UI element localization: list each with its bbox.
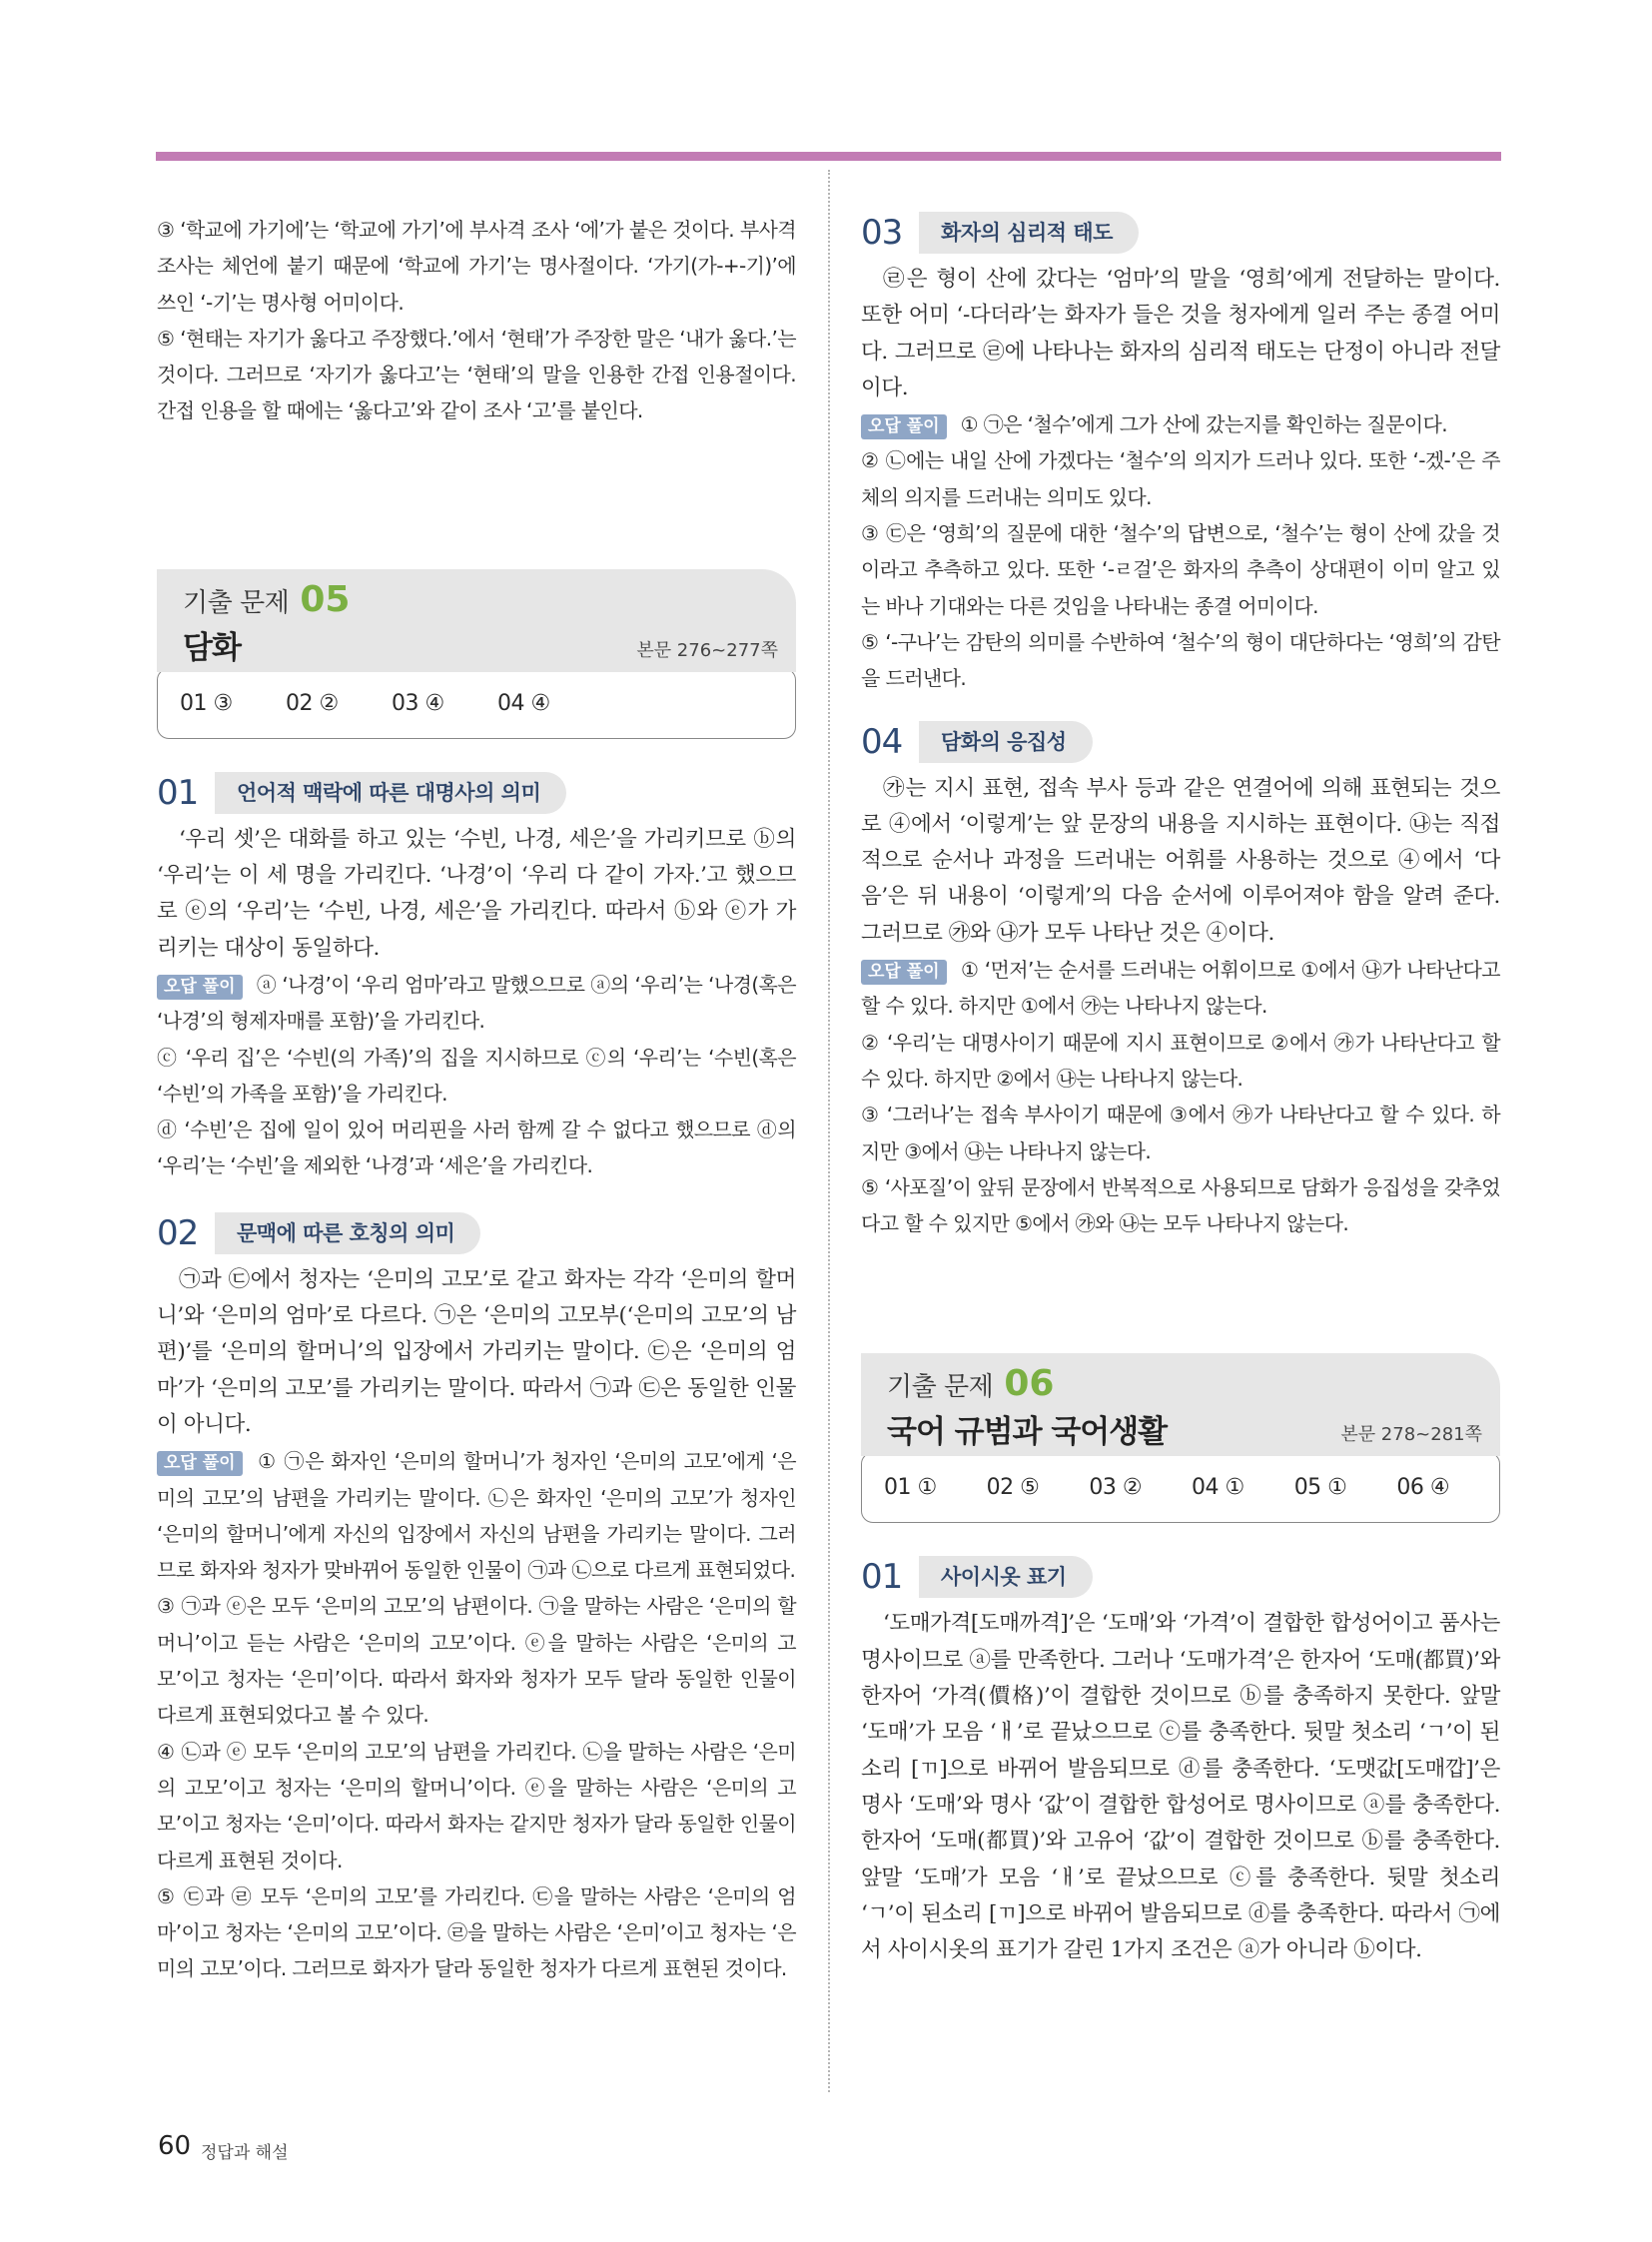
answer-row xyxy=(157,668,796,739)
note-text: ① ㉠은 ‘철수’에게 그가 산에 갔는지를 확인하는 질문이다. xyxy=(960,412,1448,437)
wrong-answer-tag: 오답 풀이 xyxy=(861,414,947,439)
wrong-answer-note: ⓓ ‘수빈’은 집에 일이 있어 머리핀을 사러 함께 갈 수 없다고 했으므로 ⓓ의 ‘우리’는 ‘수빈’을 제외한 ‘나경’과 ‘세은’을 가리킨다. xyxy=(157,1118,796,1178)
wrong-answer-tag: 오답 풀이 xyxy=(861,960,947,985)
question-number: 01 xyxy=(157,772,199,813)
question-section xyxy=(157,772,796,1184)
note-text: ⓐ ‘나경’이 ‘우리 엄마’라고 말했으므로 ⓐ의 ‘우리’는 ‘나경(혹은 ‘나경’의 형제자매를 포함)’을 가리킨다. xyxy=(157,972,796,1034)
note-text: ① ㉠은 화자인 ‘은미의 할머니’가 청자인 ‘은미의 고모’에게 ‘은미의 고모’의 남편을 가리키는 말이다. ㉡은 화자인 ‘은미의 고모’가 청자인 ‘은미의 할머니’에게 자신의 입장에서 자신의 남편을 가리키는 말이다. 그러므로 화자와 청자가 맞바뀌어 동일한 인물이 ㉠과 ㉡으로 다르게 표현되었다. xyxy=(157,1449,796,1583)
question-heading xyxy=(861,1556,1500,1598)
note-text: ① ‘먼저’는 순서를 드러내는 어휘이므로 ①에서 ㉯가 나타난다고 할 수 있다. 하지만 ①에서 ㉮는 나타나지 않는다. xyxy=(861,958,1500,1019)
exam-box-label: 기출 문제 xyxy=(183,587,290,618)
question-section xyxy=(861,1556,1500,1968)
question-section xyxy=(861,212,1500,697)
question-section xyxy=(157,1212,796,1987)
page-number: 60 xyxy=(158,2131,192,2161)
wrong-answer-note: ③ ㉢은 ‘영희’의 질문에 대한 ‘철수’의 답변으로, ‘철수’는 형이 산에 갔을 것이라고 추측하고 있다. 또한 ‘-ㄹ걸’은 화자의 추측이 상대편이 이미 알고 있는 바나 기대와는 다른 것임을 나타내는 종결 어미이다. xyxy=(861,521,1500,618)
question-title: 언어적 맥락에 따른 대명사의 의미 xyxy=(215,772,566,814)
question-title: 담화의 응집성 xyxy=(919,721,1093,763)
exam-box-05 xyxy=(157,569,796,739)
wrong-answer-note xyxy=(157,1443,796,1588)
footer-label: 정답과 해설 xyxy=(201,2143,289,2163)
question-number: 03 xyxy=(861,213,903,253)
question-heading xyxy=(157,772,796,814)
intro-paragraph-2: ⑤ ‘현태는 자기가 옳다고 주장했다.’에서 ‘현태’가 주장한 말은 ‘내가 옳다.’는 것이다. 그러므로 ‘자기가 옳다고’는 ‘현태’의 말을 인용한 간접 인용절이다. 간접 인용을 할 때에는 ‘옳다고’와 같이 조사 ‘고’를 붙인다. xyxy=(157,326,796,423)
wrong-answer-tag: 오답 풀이 xyxy=(157,1451,243,1476)
question-number: 01 xyxy=(861,1557,903,1598)
exam-box-label: 기출 문제 xyxy=(887,1372,994,1403)
exam-box-number: 06 xyxy=(1004,1363,1055,1405)
intro-paragraph-1: ③ ‘학교에 가기에’는 ‘학교에 가기’에 부사격 조사 ‘에’가 붙은 것이다. 부사격 조사는 체언에 붙기 때문에 ‘학교에 가기’는 명사절이다. ‘가기(가-+-기)’에 쓰인 ‘-기’는 명사형 어미이다. xyxy=(157,218,796,315)
wrong-answer-note xyxy=(157,967,796,1040)
exam-box-number: 05 xyxy=(300,578,351,620)
wrong-answer-note: ② ‘우리’는 대명사이기 때문에 지시 표현이므로 ②에서 ㉮가 나타난다고 할 수 있다. 하지만 ②에서 ㉯는 나타나지 않는다. xyxy=(861,1030,1500,1091)
exam-box-pages: 본문 276~277쪽 xyxy=(636,639,778,661)
question-title: 문맥에 따른 호칭의 의미 xyxy=(215,1212,480,1254)
answer-item: 04 ① xyxy=(1192,1475,1244,1501)
answer-explanation: ㉮는 지시 표현, 접속 부사 등과 같은 연결어에 의해 표현되는 것으로 ④에서 ‘이렇게’는 앞 문장의 내용을 지시하는 표현이다. ㉯는 직접적으로 순서나 과정을 드러내는 어휘를 사용하는 것으로 ④에서 ‘다음’은 뒤 내용이 ‘이렇게’의 다음 순서에 이루어져야 함을 알려 준다. 그러므로 ㉮와 ㉯가 모두 나타난 것은 ④이다. xyxy=(861,775,1500,946)
wrong-answer-note: ⑤ ‘사포질’이 앞뒤 문장에서 반복적으로 사용되므로 담화가 응집성을 갖추었다고 할 수 있지만 ⑤에서 ㉮와 ㉯는 모두 나타나지 않는다. xyxy=(861,1174,1500,1236)
exam-box-pages: 본문 278~281쪽 xyxy=(1340,1424,1482,1446)
wrong-answer-note: ③ ㉠과 ⓔ은 모두 ‘은미의 고모’의 남편이다. ㉠을 말하는 사람은 ‘은미의 할머니’이고 듣는 사람은 ‘은미의 고모’이다. ⓔ을 말하는 사람은 ‘은미의 고모’이고 청자는 ‘은미’이다. 따라서 화자와 청자가 모두 달라 동일한 인물이 다르게 표현되었다고 볼 수 있다. xyxy=(157,1594,796,1728)
answer-item: 03 ② xyxy=(1089,1475,1143,1501)
question-number: 04 xyxy=(861,721,903,762)
answer-item: 01 ③ xyxy=(180,690,233,716)
answer-item: 06 ④ xyxy=(1396,1475,1450,1501)
question-title: 화자의 심리적 태도 xyxy=(919,212,1139,254)
exam-box-subject: 담화 xyxy=(183,629,241,666)
exam-box-header xyxy=(157,569,796,672)
answer-explanation: ㉠과 ㉢에서 청자는 ‘은미의 고모’로 같고 화자는 각각 ‘은미의 할머니’와 ‘은미의 엄마’로 다르다. ㉠은 ‘은미의 고모부(‘은미의 고모’의 남편)’를 ‘은미의 할머니’의 입장에서 가리키는 말이다. ㉢은 ‘은미의 엄마’가 ‘은미의 고모’를 가리키는 말이다. 따라서 ㉠과 ㉢은 동일한 인물이 아니다. xyxy=(157,1266,796,1437)
exam-box-subject: 국어 규범과 국어생활 xyxy=(887,1414,1168,1451)
wrong-answer-note xyxy=(861,406,1500,442)
answer-item: 03 ④ xyxy=(392,690,444,716)
wrong-answer-note: ⑤ ‘-구나’는 감탄의 의미를 수반하여 ‘철수’의 형이 대단하다는 ‘영희’의 감탄을 드러낸다. xyxy=(861,629,1500,691)
question-title: 사이시옷 표기 xyxy=(919,1556,1093,1598)
top-accent-bar xyxy=(156,152,1501,161)
answer-item: 02 ⑤ xyxy=(986,1475,1040,1501)
exam-box-06 xyxy=(861,1353,1500,1523)
wrong-answer-note: ⓒ ‘우리 집’은 ‘수빈(의 가족)’의 집을 지시하므로 ⓒ의 ‘우리’는 ‘수빈(혹은 ‘수빈’의 가족을 포함)’을 가리킨다. xyxy=(157,1045,796,1106)
wrong-answer-note: ④ ㉡과 ⓔ 모두 ‘은미의 고모’의 남편을 가리킨다. ㉡을 말하는 사람은 ‘은미의 고모’이고 청자는 ‘은미의 할머니’이다. ⓔ을 말하는 사람은 ‘은미의 고모’이고 청자는 ‘은미’이다. 따라서 화자는 같지만 청자가 달라 동일한 인물이 다르게 표현된 것이다. xyxy=(157,1739,796,1872)
question-heading xyxy=(861,212,1500,254)
wrong-answer-note: ③ ‘그러나’는 접속 부사이기 때문에 ③에서 ㉮가 나타난다고 할 수 있다. 하지만 ③에서 ㉯는 나타나지 않는다. xyxy=(861,1103,1500,1163)
left-column xyxy=(157,212,796,1987)
wrong-answer-note: ⑤ ㉢과 ㉣ 모두 ‘은미의 고모’를 가리킨다. ㉢을 말하는 사람은 ‘은미의 엄마’이고 청자는 ‘은미의 고모’이다. ㉣을 말하는 사람은 ‘은미’이고 청자는 ‘은미의 고모’이다. 그러므로 화자가 달라 동일한 청자가 다르게 표현된 것이다. xyxy=(157,1883,796,1981)
answer-item: 05 ① xyxy=(1293,1475,1347,1501)
question-heading xyxy=(157,1212,796,1254)
wrong-answer-tag: 오답 풀이 xyxy=(157,975,243,1000)
answer-item: 04 ④ xyxy=(497,690,550,716)
answer-explanation: ㉣은 형이 산에 갔다는 ‘엄마’의 말을 ‘영희’에게 전달하는 말이다. 또한 어미 ‘-다더라’는 화자가 들은 것을 청자에게 일러 주는 종결 어미다. 그러므로 ㉣에 나타나는 화자의 심리적 태도는 단정이 아니라 전달이다. xyxy=(861,267,1500,400)
right-column xyxy=(861,212,1500,1968)
answer-row xyxy=(861,1452,1500,1523)
answer-item: 02 ② xyxy=(286,690,339,716)
answer-explanation: ‘도매가격[도매까격]’은 ‘도매’와 ‘가격’이 결합한 합성어이고 품사는 명사이므로 ⓐ를 만족한다. 그러나 ‘도매가격’은 한자어 ‘도매(都買)’와 한자어 ‘가격(價格)’이 결합한 것이므로 ⓑ를 충족하지 못한다. 앞말 ‘도매’가 모음 ‘ㅐ’로 끝났으므로 ⓒ를 충족한다. 뒷말 첫소리 ‘ㄱ’이 된소리 [ㄲ]으로 바뀌어 발음되므로 ⓓ를 충족한다. ‘도맷값[도매깝]’은 명사 ‘도매’와 명사 ‘값’이 결합한 합성어로 명사이므로 ⓐ를 충족한다. 한자어 ‘도매(都買)’와 고유어 ‘값’이 결합한 것이므로 ⓑ를 충족한다. 앞말 ‘도매’가 모음 ‘ㅐ’로 끝났으므로 ⓒ를 충족한다. 뒷말 첫소리 ‘ㄱ’이 된소리 [ㄲ]으로 바뀌어 발음되므로 ⓓ를 충족한다. 따라서 ㉠에서 사이시옷의 표기가 갈린 1가지 조건은 ⓐ가 아니라 ⓑ이다. xyxy=(861,1611,1500,1963)
question-number: 02 xyxy=(157,1212,199,1253)
answer-explanation: ‘우리 셋’은 대화를 하고 있는 ‘수빈, 나경, 세은’을 가리키므로 ⓑ의 ‘우리’는 이 세 명을 가리킨다. ‘나경’이 ‘우리 다 같이 가자.’고 했으므로 ⓔ의 ‘우리’는 ‘수빈, 나경, 세은’을 가리킨다. 따라서 ⓑ와 ⓔ가 가리키는 대상이 동일하다. xyxy=(157,826,796,961)
column-divider xyxy=(828,170,830,2092)
exam-box-header xyxy=(861,1353,1500,1456)
question-section xyxy=(861,721,1500,1242)
wrong-answer-note xyxy=(861,952,1500,1025)
wrong-answer-note: ② ㉡에는 내일 산에 가겠다는 ‘철수’의 의지가 드러나 있다. 또한 ‘-겠-’은 주체의 의지를 드러내는 의미도 있다. xyxy=(861,448,1500,509)
question-heading xyxy=(861,721,1500,763)
answer-item: 01 ① xyxy=(884,1475,937,1501)
